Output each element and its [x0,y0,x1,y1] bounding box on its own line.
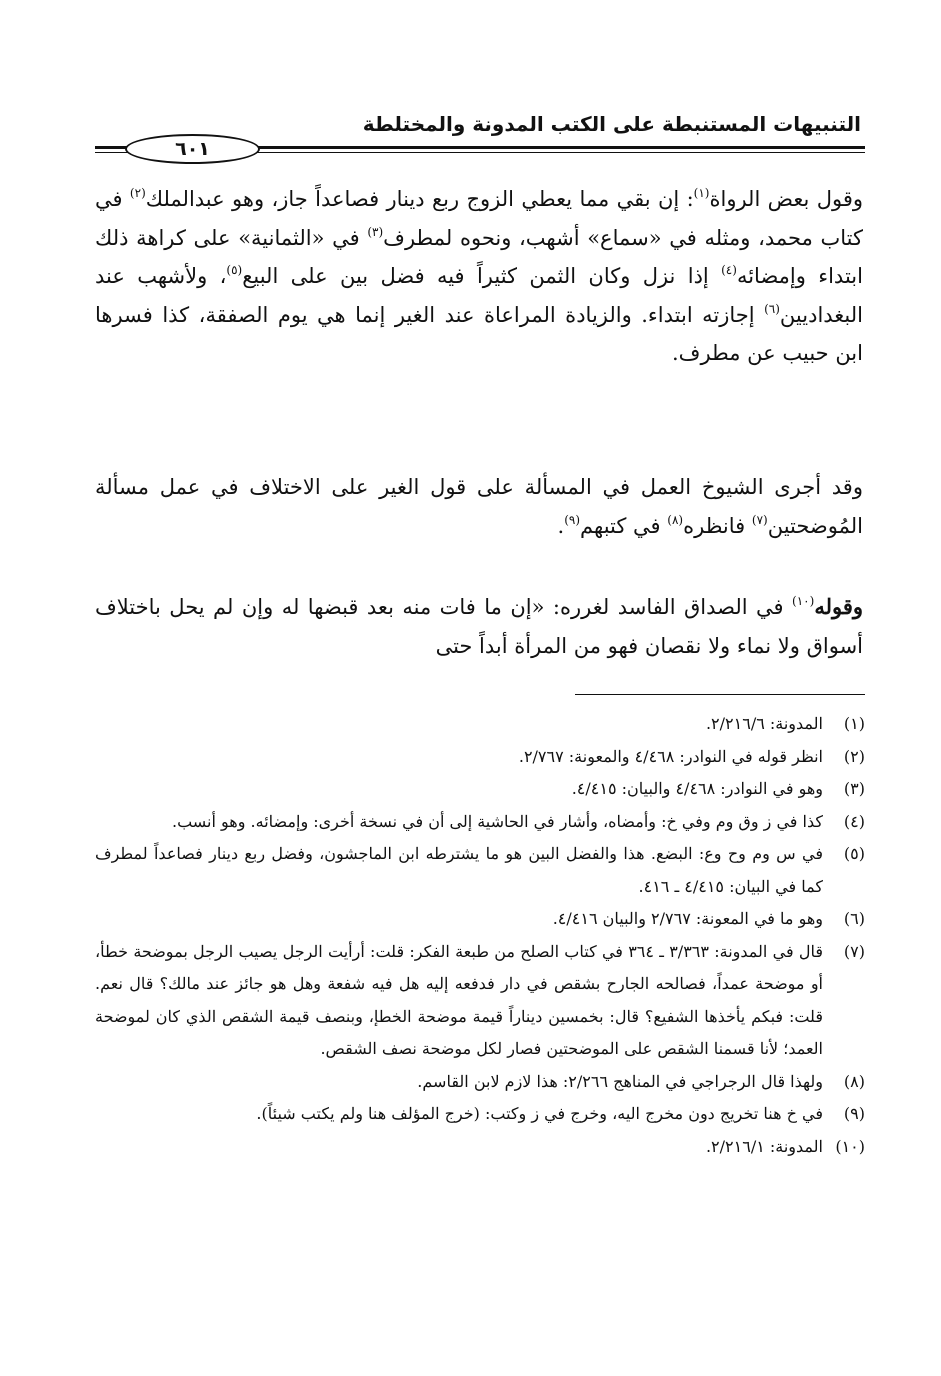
footnote-ref-9[interactable]: (٩) [564,512,581,527]
footnote-number: (٤) [843,811,865,831]
p2-text-3: في كتبهم [580,513,668,538]
footnote-text: قال في المدونة: ٣/٣٦٣ ـ ٣٦٤ في كتاب الصلح من طبعة الفكر: قلت: أرأيت الرجل يصيب الرجل بموضحة خطأ، أو موضحة عمداً، فصالحه الجارح بشقص في دار فدفعه إليه هل فيه شفعة وهل هو جائز عند مالك؟ قال نعم. قلت: فبكم يأخذها الشفيع؟ قال: بخمسين ديناراً قيمة موضحة الخطإ، وبنصف قيمة الشقص الذي كان لموضحة العمد؛ لأنا قسمنا الشقص على الموضحتين فصار لكل موضحة نصف الشقص. [95,941,824,1058]
footnote-number: (٥) [843,844,865,863]
footnote-text: في س وم وح وع: البضع. هذا والفضل البين هو ما يشترطه ابن الماجشون، وفضل ربع دينار فصاعداً لمطرف كما في البيان: ٤/٤١٥ ـ ٤١٦. [95,844,823,896]
p1-text-4: في «الثمانية» على كراهة ذلك ابتداء وإمضائه [95,225,863,288]
p1-text-3: في كتاب محمد، ومثله في «سماع» أشهب، ونحوه لمطرف [95,187,863,250]
header-rule [95,136,865,162]
footnote-text: كذا في ز وق وم وفي خ: وأمضاه، وأشار في الحاشية إلى أن في نسخة أخرى: وإمضائه. وهو أنسب. [171,811,823,831]
footnote-number: (٣) [843,779,865,798]
footnote-10 [95,1131,865,1164]
footnotes [95,708,865,1163]
footnote-number: (٢) [843,746,865,766]
running-header: التنبيهات المستنبطة على الكتب المدونة والمختلطة [362,112,861,136]
footnote-number: (٦) [843,909,865,928]
p2-text-2: فانظره [683,513,752,538]
footnote-5 [95,838,865,903]
footnote-3 [95,773,865,806]
footnote-text: وهو في النوادر: ٤/٤٦٨ والبيان: ٤/٤١٥. [571,779,823,798]
footnote-number: (٧) [843,941,865,961]
footnote-ref-8[interactable]: (٨) [667,512,684,527]
p1-text-5: إذا نزل وكان الثمن كثيراً فيه فضل بين على البيع [242,264,722,288]
footnote-text: وهو ما في المعونة: ٢/٧٦٧ والبيان ٤/٤١٦. [552,909,823,928]
footnote-text: المدونة: ٢/٢١٦/١. [705,1136,823,1156]
paragraph-3 [95,588,863,665]
footnote-6 [95,903,865,936]
footnote-number: (٩) [843,1104,865,1123]
footnote-ref-3[interactable]: (٣) [367,224,384,239]
page-number: ٦٠١ [125,134,260,164]
p2-text-4: . [557,513,565,538]
footnote-ref-6[interactable]: (٦) [764,301,780,316]
footnote-number: (٨) [843,1071,865,1091]
footnote-8 [95,1066,865,1099]
footnote-ref-5[interactable]: (٥) [226,263,243,277]
p1-text-6: ، ولأشهب عند البغداديين [95,264,863,327]
footnote-1 [95,708,865,741]
footnote-2 [95,741,865,774]
p2-text-1: وقد أجرى الشيوخ العمل في المسألة على قول الغير على الاختلاف في عمل مسألة المُوضحتين [95,475,863,538]
footnote-ref-2[interactable]: (٢) [129,186,146,200]
paragraph-1 [95,180,863,373]
paragraph-2 [95,468,863,545]
p1-text-7: إجازته ابتداء. والزيادة المراعاة عند الغير إنما هي يوم الصفقة، كذا فسرها ابن حبيب عن مطرف. [95,302,863,365]
footnote-7 [95,936,865,1066]
p3-lead: وقوله [814,594,863,619]
footnote-separator [575,694,865,695]
footnote-4 [95,806,865,839]
p1-text-1: وقول بعض الرواة [709,187,864,211]
footnote-number: (١٠) [835,1136,865,1156]
footnote-text: المدونة: ٢/٢١٦/٦. [705,714,823,733]
footnote-ref-4[interactable]: (٤) [721,263,737,277]
p3-text-1: في الصداق الفاسد لغرره: «إن ما فات منه بعد قبضها له وإن لم يحل باختلاف أسواق ولا نماء ولا نقصان فهو من المرأة أبداً حتى [95,595,863,658]
footnote-ref-10[interactable]: (١٠) [792,594,815,608]
footnote-9 [95,1098,865,1131]
footnote-text: انظر قوله في النوادر: ٤/٤٦٨ والمعونة: ٢/٧٦٧. [518,746,823,766]
footnote-number: (١) [843,714,865,733]
p1-text-2: : إن بقي مما يعطي الزوج ربع دينار فصاعداً جاز، وهو عبدالملك [145,187,694,211]
footnote-ref-1[interactable]: (١) [693,186,710,200]
footnote-text: في خ هنا تخريج دون مخرج اليه، وخرج في ز وكتب: (خرج المؤلف هنا ولم يكتب شيئاً). [256,1104,823,1123]
footnote-text: ولهذا قال الرجراجي في المناهج ٢/٢٦٦: هذا لازم لابن القاسم. [417,1071,823,1091]
footnote-ref-7[interactable]: (٧) [751,512,768,527]
